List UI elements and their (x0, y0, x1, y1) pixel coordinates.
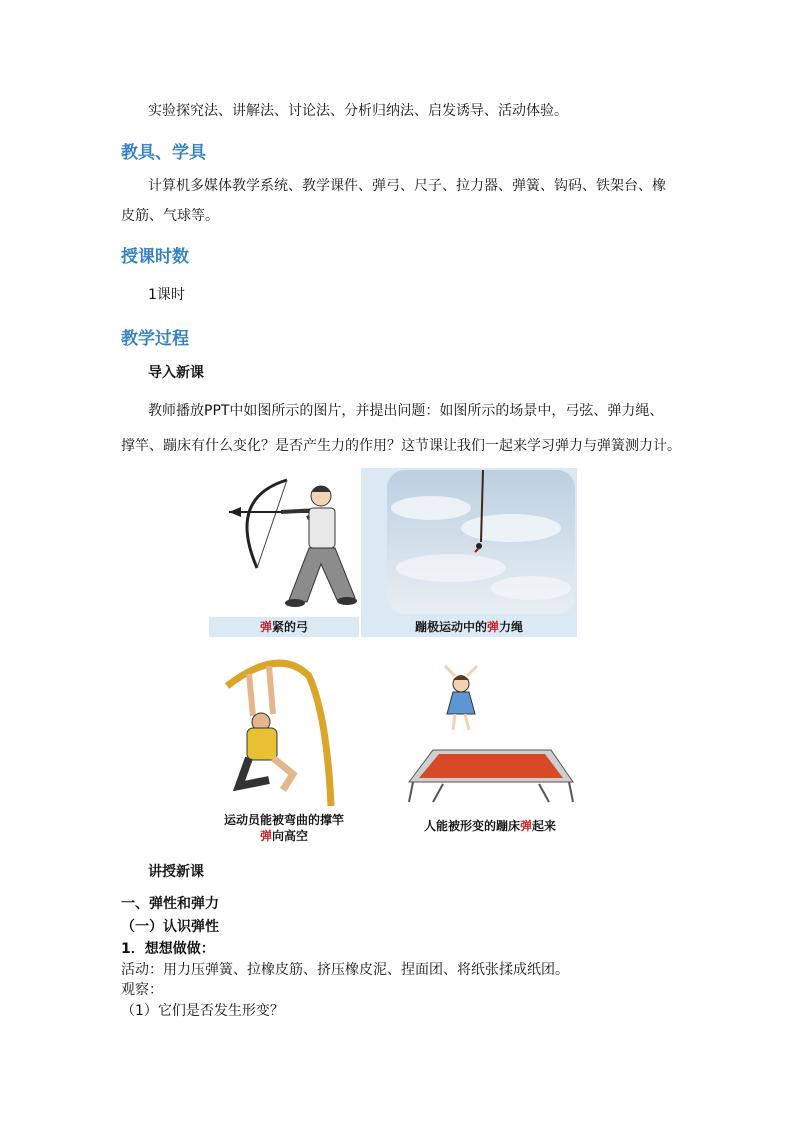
girl-dress (447, 692, 475, 714)
pole-vault-illustration (209, 656, 359, 811)
caption-pole-rest: 向高空 (272, 829, 309, 843)
caption-bow (209, 617, 359, 637)
athlete-legs (239, 758, 269, 786)
figure-bow (209, 468, 359, 637)
bungee-illustration (361, 468, 577, 617)
methods-text: 实验探究法、讲解法、讨论法、分析归纳法、启发诱导、活动体验。 (148, 103, 568, 119)
trampoline-mat (419, 754, 563, 778)
intro-text-line2: 撑竿、蹦床有什么变化？是否产生力的作用？这节课让我们一起来学习弹力与弹簧测力计。 (121, 438, 681, 454)
observe-label: 观察： (121, 982, 163, 998)
figure-trampoline (403, 656, 577, 846)
question-1: （1）它们是否发生形变？ (121, 1003, 284, 1019)
archer-torso (309, 508, 335, 548)
figure-pole-vault (209, 656, 359, 846)
process-heading: 教学过程 (121, 329, 189, 349)
caption-pole-line1: 运动员能被弯曲的撑竿 (223, 813, 344, 827)
tools-text-line1: 计算机多媒体教学系统、教学课件、弹弓、尺子、拉力器、弹簧、钩码、铁架台、橡 (148, 178, 666, 194)
activity-text: 活动：用力压弹簧、拉橡皮筋、挤压橡皮泥、捏面团、将纸张揉成纸团。 (121, 962, 569, 978)
caption-bungee-post: 力绳 (499, 620, 524, 634)
intro-text-line1: 教师播放PPT中如图所示的图片，并提出问题：如图所示的场景中，弓弦、弹力绳、 (148, 403, 664, 419)
caption-trampoline-post: 起来 (532, 819, 557, 833)
caption-bow-rest: 紧的弓 (272, 620, 309, 634)
caption-pole-red: 弹 (259, 829, 272, 843)
caption-bungee-pre: 蹦极运动中的 (414, 620, 487, 634)
athlete-torso (247, 728, 277, 760)
intro-heading: 导入新课 (148, 365, 204, 381)
tools-text-line2: 皮筋、气球等。 (121, 208, 219, 224)
caption-bow-red: 弹 (259, 620, 272, 634)
caption-bungee (361, 617, 577, 637)
caption-trampoline (403, 812, 577, 846)
lecture-heading: 讲授新课 (148, 864, 204, 880)
archer-illustration (209, 468, 359, 618)
bow-shape (247, 480, 287, 568)
figure-bungee (361, 468, 577, 637)
caption-trampoline-red: 弹 (519, 819, 532, 833)
subheading-elasticity: 一、弹性和弹力 (121, 896, 219, 912)
caption-pole (209, 810, 359, 846)
hours-heading: 授课时数 (121, 247, 189, 267)
caption-trampoline-pre: 人能被形变的蹦床 (423, 819, 520, 833)
caption-bungee-red: 弹 (486, 620, 499, 634)
think-do-label: 1．想想做做： (121, 941, 215, 957)
hours-text: 1课时 (148, 287, 185, 303)
trampoline-illustration (403, 656, 577, 816)
subheading-know-elasticity: （一）认识弹性 (121, 919, 219, 935)
tools-heading: 教具、学具 (121, 143, 206, 163)
archer-legs (289, 548, 355, 602)
